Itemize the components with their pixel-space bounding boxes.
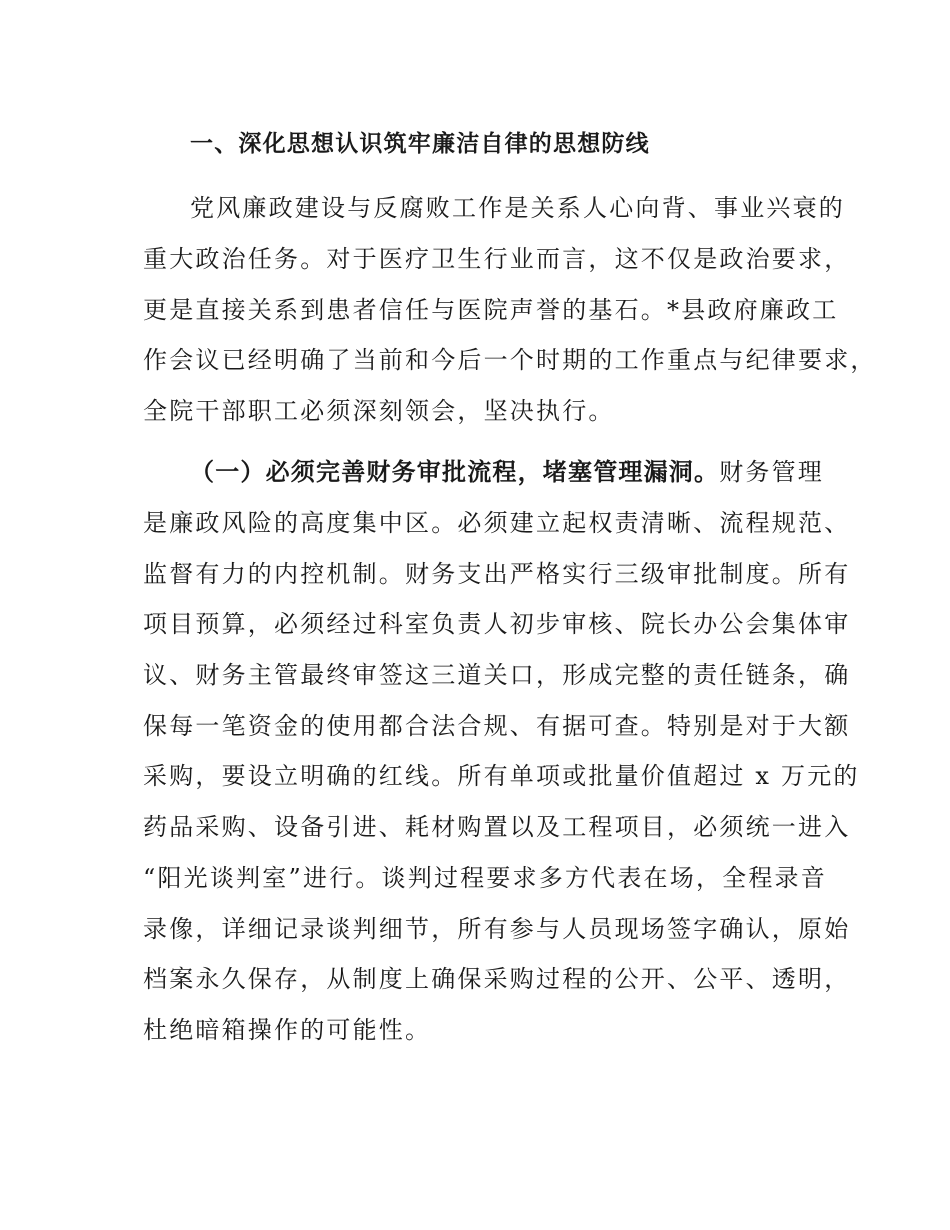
body-line: 杜绝暗箱操作的可能性。 xyxy=(143,1016,432,1044)
subsection-first-line xyxy=(190,456,824,488)
body-line: 议、财务主管最终审签这三道关口，形成完整的责任链条，确 xyxy=(143,661,851,689)
body-line: 监督有力的内控机制。财务支出严格实行三级审批制度。所有 xyxy=(143,560,851,588)
body-line: 档案永久保存，从制度上确保采购过程的公开、公平、透明， xyxy=(143,965,851,993)
body-line: 保每一笔资金的使用都合法合规、有据可查。特别是对于大额 xyxy=(143,712,851,740)
intro-line: 更是直接关系到患者信任与医院声誉的基石。*县政府廉政工 xyxy=(143,296,839,324)
section-heading: 一、深化思想认识筑牢廉洁自律的思想防线 xyxy=(190,131,650,157)
body-line: 采购，要设立明确的红线。所有单项或批量价值超过 x 万元的 xyxy=(143,762,860,790)
intro-line: 全院干部职工必须深刻领会，坚决执行。 xyxy=(143,397,615,425)
body-line: “阳光谈判室”进行。谈判过程要求多方代表在场，全程录音 xyxy=(143,864,827,892)
body-line: 录像，详细记录谈判细节，所有参与人员现场签字确认，原始 xyxy=(143,915,851,943)
body-line: 是廉政风险的高度集中区。必须建立起权责清晰、流程规范、 xyxy=(143,509,851,537)
intro-line: 重大政治任务。对于医疗卫生行业而言，这不仅是政治要求， xyxy=(143,245,851,273)
subsection-lead-text: 财务管理 xyxy=(719,458,825,486)
body-line: 药品采购、设备引进、耗材购置以及工程项目，必须统一进入 xyxy=(143,813,851,841)
intro-line: 党风廉政建设与反腐败工作是关系人心向背、事业兴衰的 xyxy=(190,194,845,222)
intro-line: 作会议已经明确了当前和今后一个时期的工作重点与纪律要求， xyxy=(143,346,877,374)
body-line: 项目预算，必须经过科室负责人初步审核、院长办公会集体审 xyxy=(143,610,851,638)
subsection-heading: （一）必须完善财务审批流程，堵塞管理漏洞。 xyxy=(190,458,720,486)
